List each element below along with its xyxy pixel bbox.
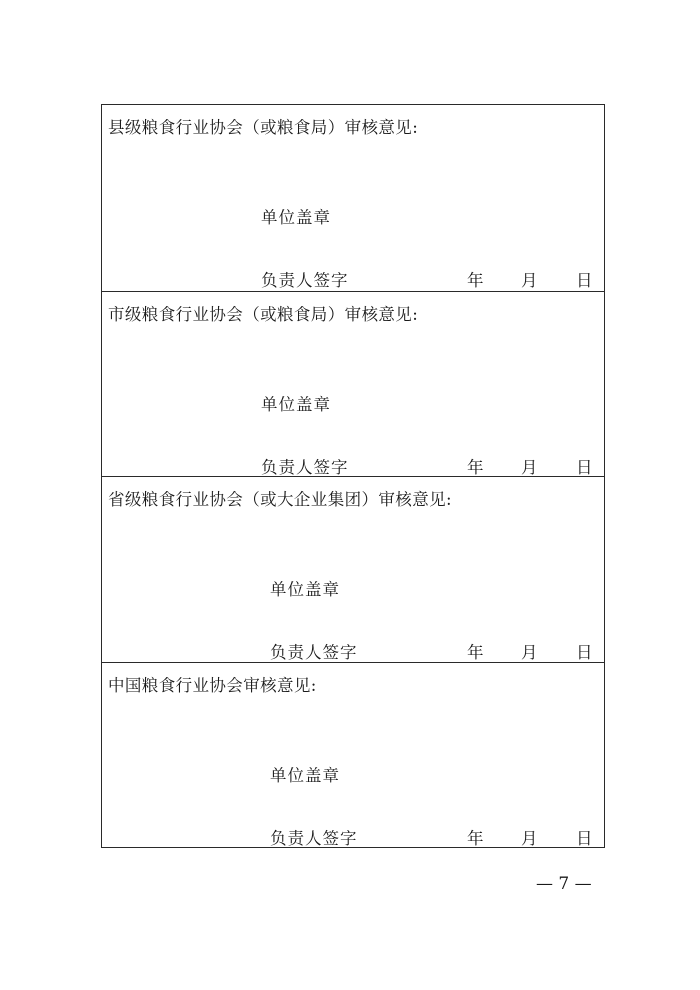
seal-label: 单位盖章 bbox=[261, 208, 331, 227]
section-title: 中国粮食行业协会审核意见: bbox=[108, 675, 317, 695]
date-year-label: 年 bbox=[467, 643, 484, 662]
page-number: — 7 — bbox=[536, 874, 592, 894]
signature-label: 负责人签字 bbox=[270, 828, 358, 848]
section-title: 省级粮食行业协会（或大企业集团）审核意见: bbox=[108, 490, 452, 509]
date-year-label: 年 bbox=[467, 457, 484, 477]
date-month-label: 月 bbox=[521, 457, 538, 477]
section-title: 县级粮食行业协会（或粮食局）审核意见: bbox=[108, 118, 419, 137]
review-table bbox=[101, 104, 605, 848]
province-review-section bbox=[102, 476, 604, 662]
date-day-label: 日 bbox=[576, 271, 593, 290]
city-review-section bbox=[102, 291, 604, 477]
signature-label: 负责人签字 bbox=[261, 457, 349, 477]
signature-label: 负责人签字 bbox=[270, 643, 358, 662]
date-year-label: 年 bbox=[467, 271, 484, 290]
date-year-label: 年 bbox=[467, 828, 484, 848]
date-month-label: 月 bbox=[521, 643, 538, 662]
date-month-label: 月 bbox=[521, 271, 538, 290]
seal-label: 单位盖章 bbox=[261, 394, 331, 414]
seal-label: 单位盖章 bbox=[270, 765, 340, 785]
section-title: 市级粮食行业协会（或粮食局）审核意见: bbox=[108, 304, 419, 324]
county-review-section bbox=[102, 105, 604, 291]
date-month-label: 月 bbox=[521, 828, 538, 848]
signature-label: 负责人签字 bbox=[261, 271, 349, 290]
date-day-label: 日 bbox=[576, 828, 593, 848]
date-day-label: 日 bbox=[576, 457, 593, 477]
seal-label: 单位盖章 bbox=[270, 580, 340, 599]
date-day-label: 日 bbox=[576, 643, 593, 662]
national-review-section bbox=[102, 662, 604, 848]
